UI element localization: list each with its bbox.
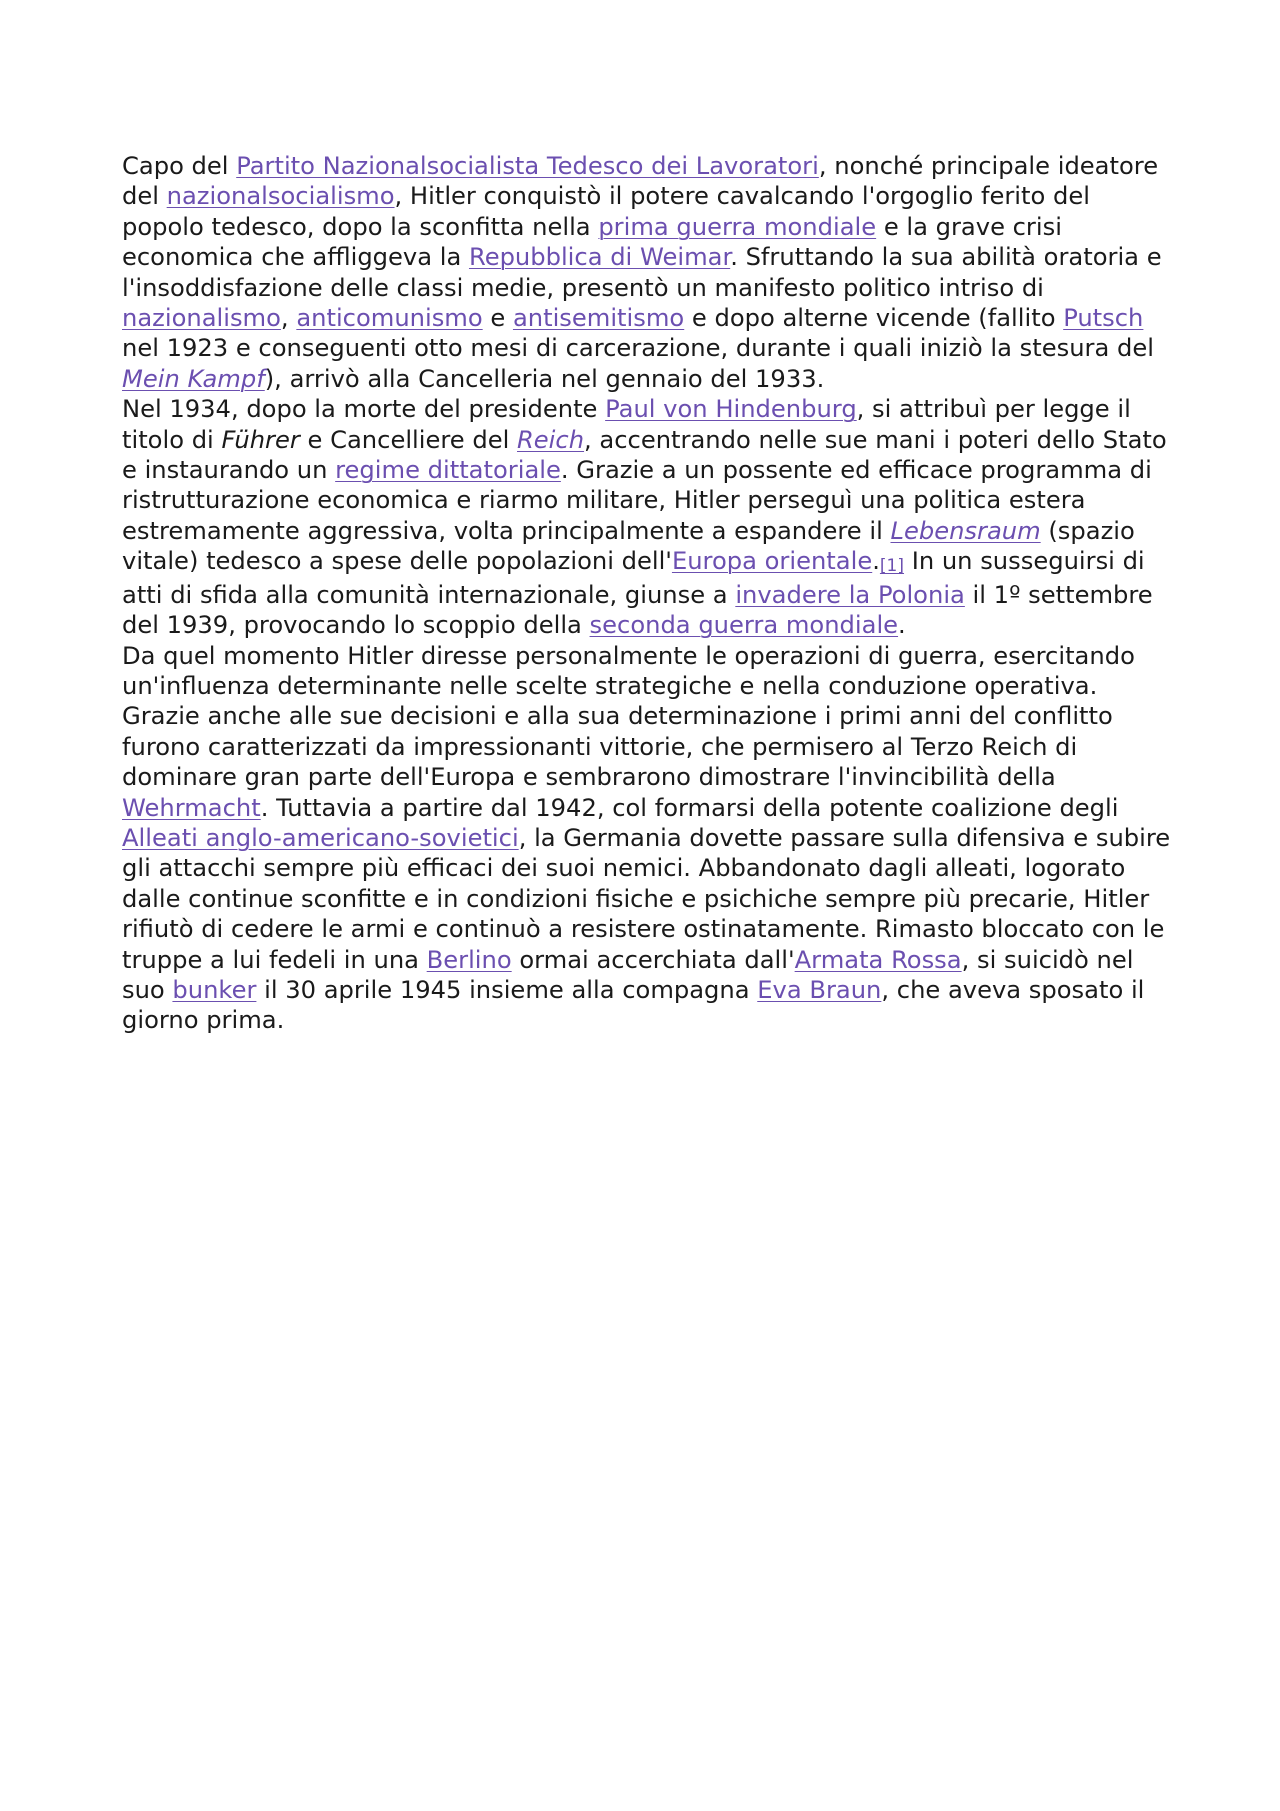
link-wehrmacht[interactable]: Wehrmacht [122,793,261,822]
link-alleati[interactable]: Alleati anglo-americano-sovietici [122,823,519,852]
link-prima-guerra-mondiale[interactable]: prima guerra mondiale [598,212,877,241]
text-run: e dopo alterne vicende (fallito [684,304,1064,333]
link-putsch[interactable]: Putsch [1063,304,1144,333]
link-partito-nazionalsocialista[interactable]: Partito Nazionalsocialista Tedesco dei Lavoratori [236,152,819,180]
link-reich[interactable]: Reich [517,425,585,454]
link-invadere-la-polonia[interactable]: invadere la Polonia [735,580,965,609]
text-run: , accentrando nelle sue mani i poteri dello Stato e instaurando un [122,425,1167,485]
link-nazionalismo[interactable]: nazionalismo [122,304,281,333]
text-run: . Grazie a un possente ed efficace programma di ristrutturazione economica e riarmo militare, Hitler perseguì una politica estera estremamente aggressiva, volta principalmente a espandere il [122,456,1152,545]
link-armata-rossa[interactable]: Armata Rossa [794,945,962,974]
text-run: . Tuttavia a partire dal 1942, col formarsi della potente coalizione degli [260,793,1119,822]
link-antisemitismo[interactable]: antisemitismo [512,304,685,333]
text-run: , nonché principale ideatore del [122,152,1159,211]
text-run: . Sfruttando la sua abilità oratoria e l'insoddisfazione delle classi medie, presentò un manifesto politico intriso di [122,243,1162,302]
text-run: . [898,611,906,640]
paragraph-2 [122,394,1172,640]
text-run: ), arrivò alla Cancelleria nel gennaio del 1933. [264,364,825,393]
text-run: . [872,547,880,576]
text-run: Nel 1934, dopo la morte del presidente [122,395,606,424]
text-run: nel 1923 e conseguenti otto mesi di carcerazione, durante i quali iniziò la stesura del [122,334,1154,363]
link-europa-orientale[interactable]: Europa orientale [671,547,873,576]
text-run: Da quel momento Hitler diresse personalmente le operazioni di guerra, esercitando un'influenza determinante nelle scelte strategiche e nella conduzione operativa. Grazie anche alle sue decisioni e alla sua determinazione i primi anni del conflitto furono caratterizzati da impressionanti vittorie, che permisero al Terzo Reich di dominare gran parte dell'Europa e sembrarono dimostrare l'invincibilità della [122,641,1135,792]
text-run: , [280,304,297,333]
text-run: , si suicidò nel suo [122,945,1134,1004]
link-paul-von-hindenburg[interactable]: Paul von Hindenburg [605,395,857,424]
text-run: il 30 aprile 1945 insieme alla compagna [256,975,758,1004]
text-run: , che aveva sposato il giorno prima. [122,975,1145,1035]
link-lebensraum[interactable]: Lebensraum [890,516,1041,545]
document-body [122,151,1172,1036]
text-run: e [482,304,513,333]
footnote-superscript [880,556,904,576]
link-eva-braun[interactable]: Eva Braun [757,975,882,1004]
link-repubblica-di-weimar[interactable]: Repubblica di Weimar [468,243,731,272]
text-run: , Hitler conquistò il potere cavalcando l'orgoglio ferito del popolo tedesco, dopo la sconfitta nella [122,182,1090,241]
link-anticomunismo[interactable]: anticomunismo [296,304,483,333]
link-regime-dittatoriale[interactable]: regime dittatoriale [335,456,561,485]
footnote-ref-1[interactable]: [1] [879,556,905,577]
text-run: , si attribuì per legge il titolo di [122,395,1131,454]
text-run: ormai accerchiata dall' [511,945,795,974]
paragraph-1 [122,151,1172,394]
link-berlino[interactable]: Berlino [426,945,512,974]
text-run: e la grave crisi economica che affliggeva la [122,212,1062,272]
text-run: (spazio vitale) tedesco a spese delle popolazioni dell' [122,516,1135,576]
link-nazionalsocialismo[interactable]: nazionalsocialismo [166,182,395,211]
text-run: il 1º settembre del 1939, provocando lo scoppio della [122,580,1153,640]
text-run: e Cancelliere del [299,425,517,454]
paragraph-3 [122,641,1172,1036]
link-mein-kampf[interactable]: Mein Kampf [122,364,265,393]
link-seconda-guerra-mondiale[interactable]: seconda guerra mondiale [589,611,899,640]
text-run: Capo del [122,152,237,180]
link-bunker[interactable]: bunker [172,975,257,1004]
fuhrer-italic-text: Führer [221,425,300,454]
text-run: , la Germania dovette passare sulla difensiva e subire gli attacchi sempre più efficaci dei suoi nemici. Abbandonato dagli alleati, logorato dalle continue sconfitte e in condizioni fisiche e psichiche sempre più precarie, Hitler rifiutò di cedere le armi e continuò a resistere ostinatamente. Rimasto bloccato con le truppe a lui fedeli in una [122,823,1171,974]
text-run: In un susseguirsi di atti di sfida alla comunità internazionale, giunse a [122,547,1145,609]
